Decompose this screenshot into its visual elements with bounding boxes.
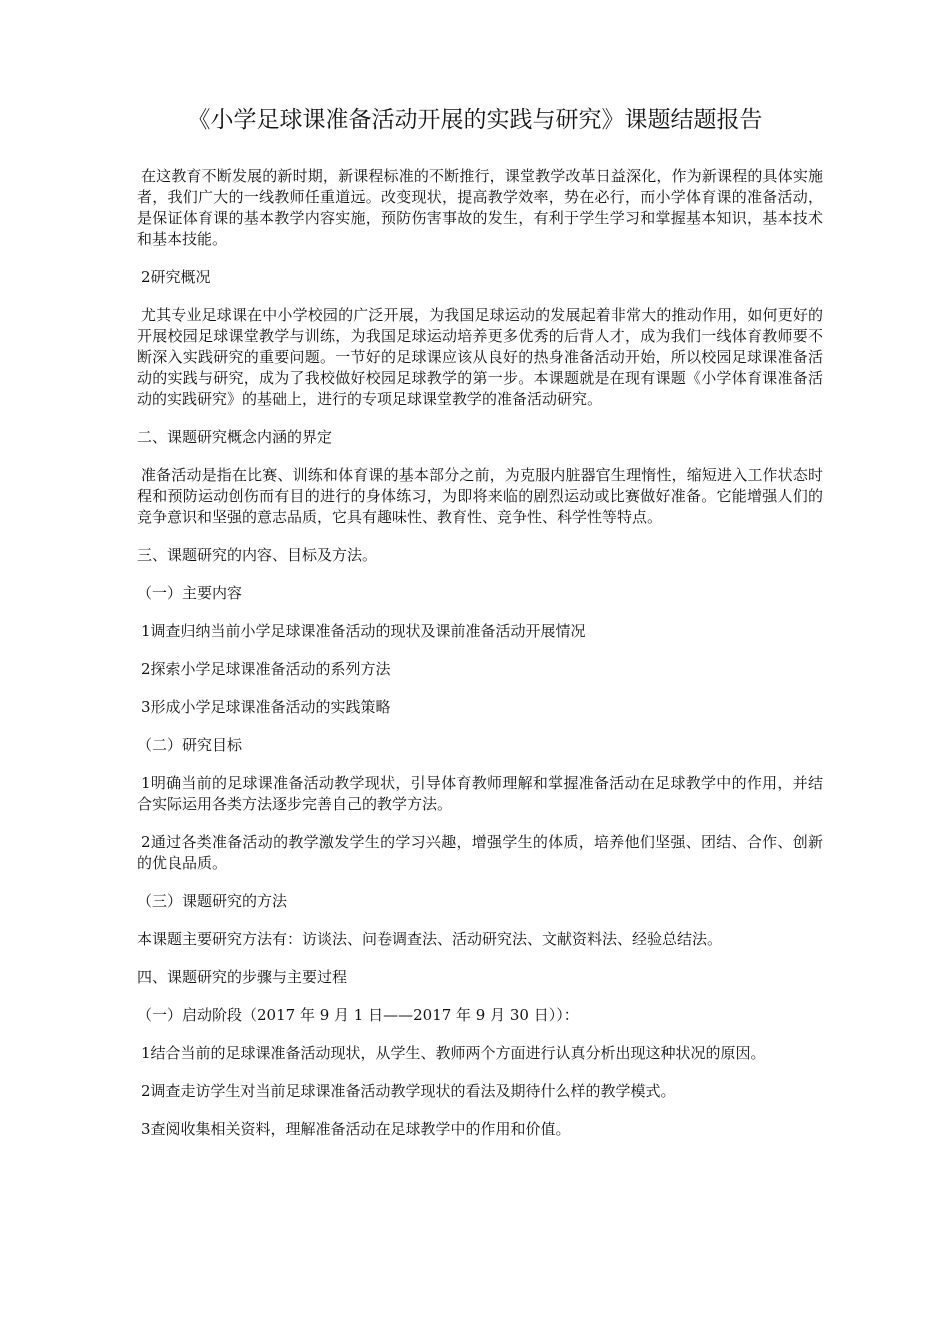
research-goal-item-1: 1明确当前的足球课准备活动教学现状，引导体育教师理解和掌握准备活动在足球教学中的作用，并结合实际运用各类方法逐步完善自己的教学方法。 [137,774,823,813]
intro-paragraph: 在这教育不断发展的新时期，新课程标准的不断推行，课堂教学改革日益深化，作为新课程的具体实施者，我们广大的一线教师任重道远。改变现状，提高教学效率，势在必行，而小学体育课的准备活动，是保证体育课的基本教学内容实施，预防伤害事故的发生，有利于学生学习和掌握基本知识，基本技术和基本技能。 [137,167,823,248]
research-methods-paragraph: 本课题主要研究方法有：访谈法、问卷调查法、活动研究法、文献资料法、经验总结法。 [137,930,723,948]
document-body [137,166,823,1157]
startup-stage-item-2: 2调查走访学生对当前足球课准备活动教学现状的看法及期待什么样的教学模式。 [141,1082,676,1100]
startup-stage-item-1: 1结合当前的足球课准备活动现状，从学生、教师两个方面进行认真分析出现这种状况的原因。 [141,1044,766,1062]
concept-definition-paragraph: 准备活动是指在比赛、训练和体育课的基本部分之前，为克服内脏器官生理惰性，缩短进入工作状态时程和预防运动创伤而有目的进行的身体练习，为即将来临的剧烈运动或比赛做好准备。它能增强人们的竞争意识和坚强的意志品质，它具有趣味性、教育性、竞争性、科学性等特点。 [137,466,823,526]
document-title: 《小学足球课准备活动开展的实践与研究》课题结题报告 [187,107,763,133]
research-overview-paragraph: 尤其专业足球课在中小学校园的广泛开展，为我国足球运动的发展起着非常大的推动作用，如何更好的开展校园足球课堂教学与训练，为我国足球运动培养更多优秀的后背人才，成为我们一线体育教师要不断深入实践研究的重要问题。一节好的足球课应该从良好的热身准备活动开始，所以校园足球课准备活动的实践与研究，成为了我校做好校园足球教学的第一步。本课题就是在现有课题《小学体育课准备活动的实践研究》的基础上，进行的专项足球课堂教学的准备活动研究。 [137,306,823,408]
section-heading-content-goals-methods: 三、课题研究的内容、目标及方法。 [137,546,378,564]
section-heading-steps-process: 四、课题研究的步骤与主要过程 [137,968,348,986]
subsection-heading-research-methods: （三）课题研究的方法 [137,892,288,910]
main-content-item-3: 3形成小学足球课准备活动的实践策略 [141,698,391,716]
subsection-heading-research-goals: （二）研究目标 [137,736,243,754]
research-goal-item-2: 2通过各类准备活动的教学激发学生的学习兴趣，增强学生的体质，培养他们坚强、团结、合作、创新的优良品质。 [137,833,823,872]
main-content-item-2: 2探索小学足球课准备活动的系列方法 [141,660,391,678]
subsection-heading-startup-stage: （一）启动阶段（2017 年 9 月 1 日——2017 年 9 月 30 日））： [137,1006,579,1024]
main-content-item-1: 1调查归纳当前小学足球课准备活动的现状及课前准备活动开展情况 [141,622,586,640]
section-heading-concept-definition: 二、课题研究概念内涵的界定 [137,428,333,446]
section-heading-research-overview: 2研究概况 [141,268,211,286]
subsection-heading-main-content: （一）主要内容 [137,584,243,602]
startup-stage-item-3: 3查阅收集相关资料，理解准备活动在足球教学中的作用和价值。 [141,1120,571,1138]
